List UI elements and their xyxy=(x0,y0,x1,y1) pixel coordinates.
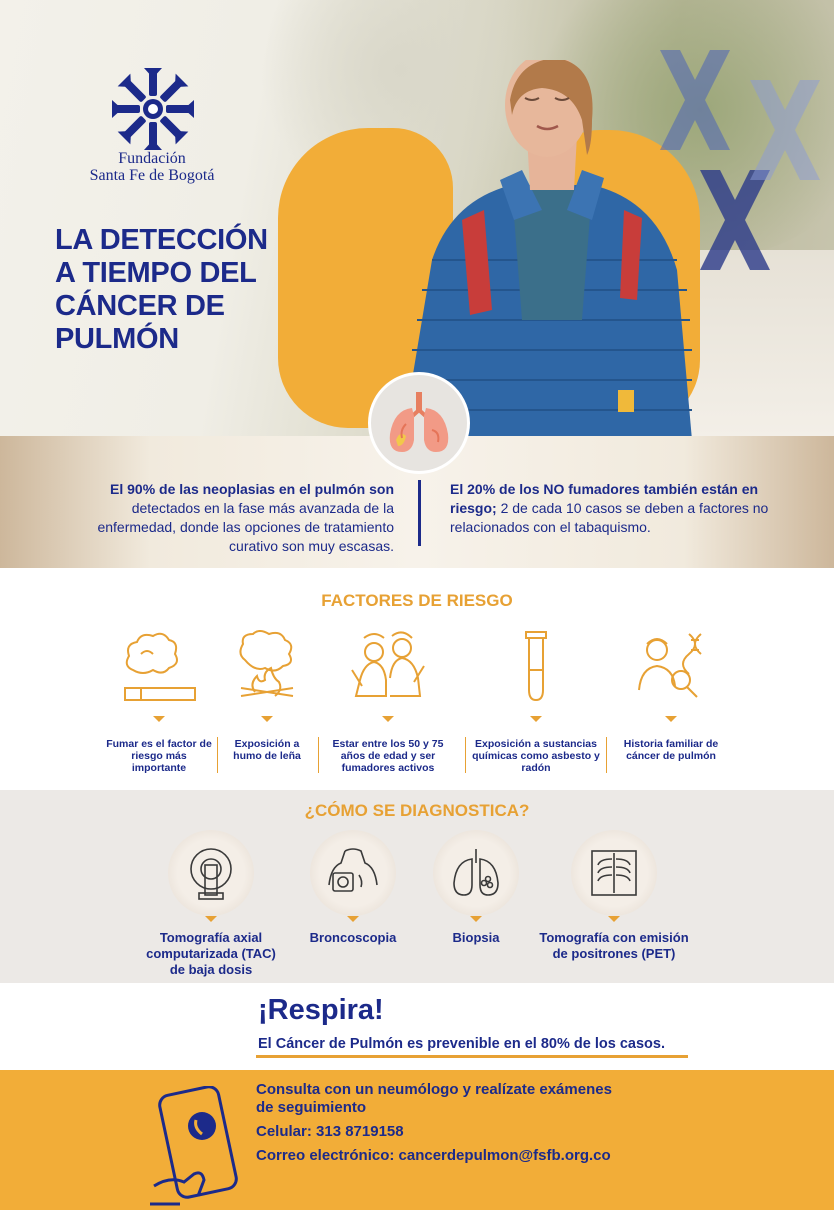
risk-label: Exposición a sustancias químicas como asbesto y radón xyxy=(472,738,600,774)
wood-smoke-icon xyxy=(235,630,299,702)
chevron-down-icon xyxy=(261,716,273,722)
chevron-down-icon xyxy=(153,716,165,722)
chevron-down-icon xyxy=(347,916,359,922)
lungs-icon xyxy=(384,390,454,456)
risk-item-age xyxy=(326,630,450,790)
contact-line-1: Consulta con un neumólogo y realízate exámenes xyxy=(256,1081,612,1098)
divider xyxy=(217,737,218,773)
contact-email[interactable]: Correo electrónico: cancerdepulmon@fsfb.org.co xyxy=(256,1147,611,1164)
diagnosis-item-pet xyxy=(536,830,692,970)
chevron-down-icon xyxy=(530,716,542,722)
logo-line-2: Santa Fe de Bogotá xyxy=(89,167,215,184)
stat-divider xyxy=(418,480,421,546)
family-dna-icon xyxy=(635,630,707,702)
stat-right xyxy=(450,480,770,537)
title-line: LA DETECCIÓN xyxy=(55,224,268,256)
divider xyxy=(465,737,466,773)
risk-label: Estar entre los 50 y 75 años de edad y ser fumadores activos xyxy=(332,738,444,774)
logo-text xyxy=(72,150,232,184)
title-line: PULMÓN xyxy=(55,323,179,355)
diagnosis-label: Broncoscopia xyxy=(309,930,397,945)
elderly-people-icon xyxy=(348,630,428,702)
phone-icon xyxy=(150,1086,250,1210)
contact-line-2: de seguimiento xyxy=(256,1099,367,1116)
ct-scanner-icon xyxy=(183,845,239,901)
diagnosis-section-title: ¿CÓMO SE DIAGNOSTICA? xyxy=(304,801,530,820)
divider xyxy=(318,737,319,773)
stat-left-text: detectados en la fase más avanzada de la enfermedad, donde las opciones de tratamiento curativo son muy escasas. xyxy=(97,500,394,554)
diagnosis-circle xyxy=(571,830,657,916)
chevron-down-icon xyxy=(205,916,217,922)
cigarette-smoke-icon xyxy=(119,630,199,702)
test-tube-icon xyxy=(521,630,551,702)
diagnosis-circle xyxy=(310,830,396,916)
stat-right-text: 2 de cada 10 casos se deben a factores no relacionados con el tabaquismo. xyxy=(450,500,769,535)
diagnosis-label: Tomografía axial computarizada (TAC) de baja dosis xyxy=(146,930,276,977)
chevron-down-icon xyxy=(665,716,677,722)
risk-section-title: FACTORES DE RIESGO xyxy=(321,591,513,610)
risk-item-wood-smoke xyxy=(224,630,310,790)
respira-heading: ¡Respira! xyxy=(258,994,384,1026)
logo-line-1: Fundación xyxy=(118,150,186,167)
diagnosis-label: Tomografía con emisión de positrones (PET) xyxy=(539,930,689,961)
risk-item-smoking xyxy=(104,630,214,790)
title-line: CÁNCER DE xyxy=(55,290,225,322)
risk-label: Fumar es el factor de riesgo más importante xyxy=(106,738,212,774)
page-title xyxy=(55,224,295,356)
diagnosis-item-bronchoscopy xyxy=(300,830,406,960)
risk-label: Historia familiar de cáncer de pulmón xyxy=(623,738,719,762)
stat-right-bold: El 20% de los NO fumadores también están en riesgo; xyxy=(450,481,759,516)
diagnosis-circle xyxy=(168,830,254,916)
chevron-down-icon xyxy=(608,916,620,922)
diagnosis-item-tac xyxy=(140,830,282,980)
biopsy-lungs-icon xyxy=(448,845,504,901)
diagnosis-item-biopsy xyxy=(430,830,522,960)
contact-info xyxy=(256,1081,612,1165)
fundacion-logo-icon xyxy=(108,64,198,154)
xray-icon xyxy=(586,845,642,901)
diagnosis-label: Biopsia xyxy=(452,930,500,945)
chevron-down-icon xyxy=(470,916,482,922)
stat-left-bold: El 90% de las neoplasias en el pulmón son xyxy=(110,481,394,497)
risk-item-family-history xyxy=(612,630,730,790)
respira-subtitle: El Cáncer de Pulmón es prevenible en el 80% de los casos. xyxy=(258,1036,665,1052)
respira-underline xyxy=(256,1055,688,1058)
diagnosis-circle xyxy=(433,830,519,916)
bronchoscopy-icon xyxy=(325,845,381,901)
lungs-badge xyxy=(368,372,470,474)
title-line: A TIEMPO DEL xyxy=(55,257,257,289)
decorative-brand-marks xyxy=(640,40,830,310)
stat-left xyxy=(70,480,394,556)
risk-item-chemicals xyxy=(470,630,602,790)
chevron-down-icon xyxy=(382,716,394,722)
divider xyxy=(606,737,607,773)
risk-label: Exposición a humo de leña xyxy=(233,738,301,762)
contact-phone[interactable]: Celular: 313 8719158 xyxy=(256,1123,404,1140)
